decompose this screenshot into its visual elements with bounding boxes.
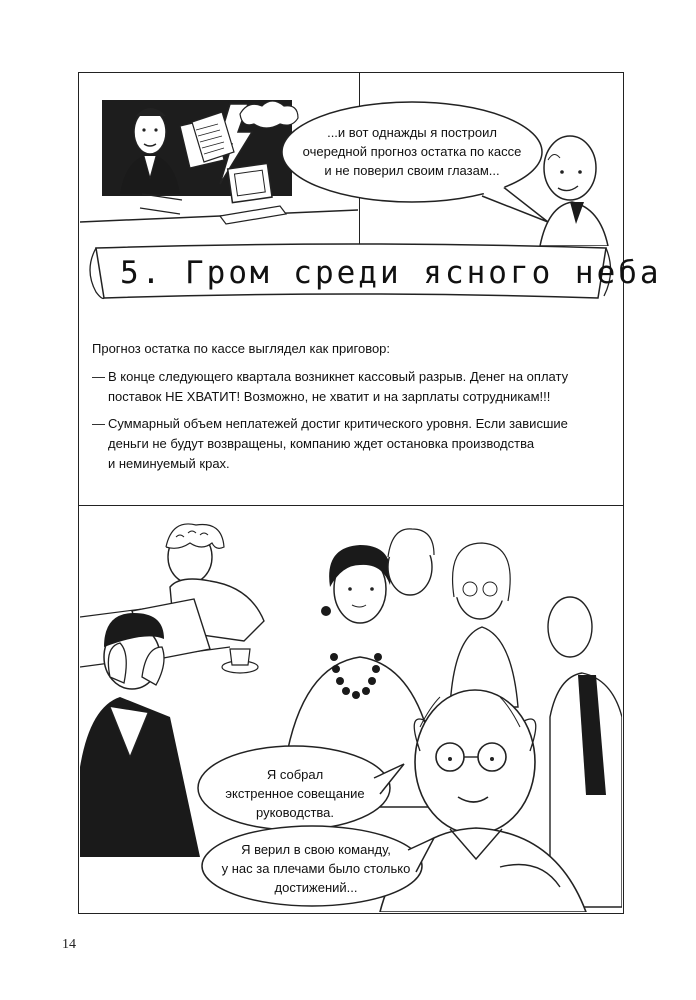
bullet-item-2 xyxy=(92,414,592,474)
bullet-dash: — xyxy=(92,416,105,431)
speech-line: у нас за плечами было столько xyxy=(221,861,411,876)
speech-line: Я собрал xyxy=(266,767,324,782)
panel-divider-horizontal xyxy=(78,505,624,506)
speech-line: ...и вот однажды я построил xyxy=(327,125,497,140)
bullet-line: В конце следующего квартала возникнет кассовый разрыв. Денег на оплату xyxy=(108,369,569,384)
speech-line: руководства. xyxy=(256,805,334,820)
bullet-line: деньги не будут возвращены, компанию ждет остановка производства xyxy=(108,436,535,451)
bullet-line: и неминуемый крах. xyxy=(108,456,230,471)
bullet-dash: — xyxy=(92,369,105,384)
speech-line: Я верил в свою команду, xyxy=(241,842,391,857)
speech-line: достижений... xyxy=(274,880,358,895)
bullet-line: поставок НЕ ХВАТИТ! Возможно, не хватит и на зарплаты сотрудникам!!! xyxy=(108,389,551,404)
speech-text-top xyxy=(282,123,542,180)
speech-line: экстренное совещание xyxy=(225,786,365,801)
speech-text-bottom-2 xyxy=(206,840,426,897)
page-number: 14 xyxy=(62,937,76,952)
speech-line: очередной прогноз остатка по кассе xyxy=(302,144,522,159)
chapter-title: 5. Гром среди ясного неба xyxy=(120,255,662,291)
bullet-item-1 xyxy=(92,367,592,407)
intro-paragraph: Прогноз остатка по кассе выглядел как приговор: xyxy=(92,341,391,356)
speech-line: и не поверил своим глазам... xyxy=(324,163,500,178)
bullet-line: Суммарный объем неплатежей достиг критического уровня. Если зависшие xyxy=(108,416,568,431)
speech-text-bottom-1 xyxy=(200,765,390,822)
